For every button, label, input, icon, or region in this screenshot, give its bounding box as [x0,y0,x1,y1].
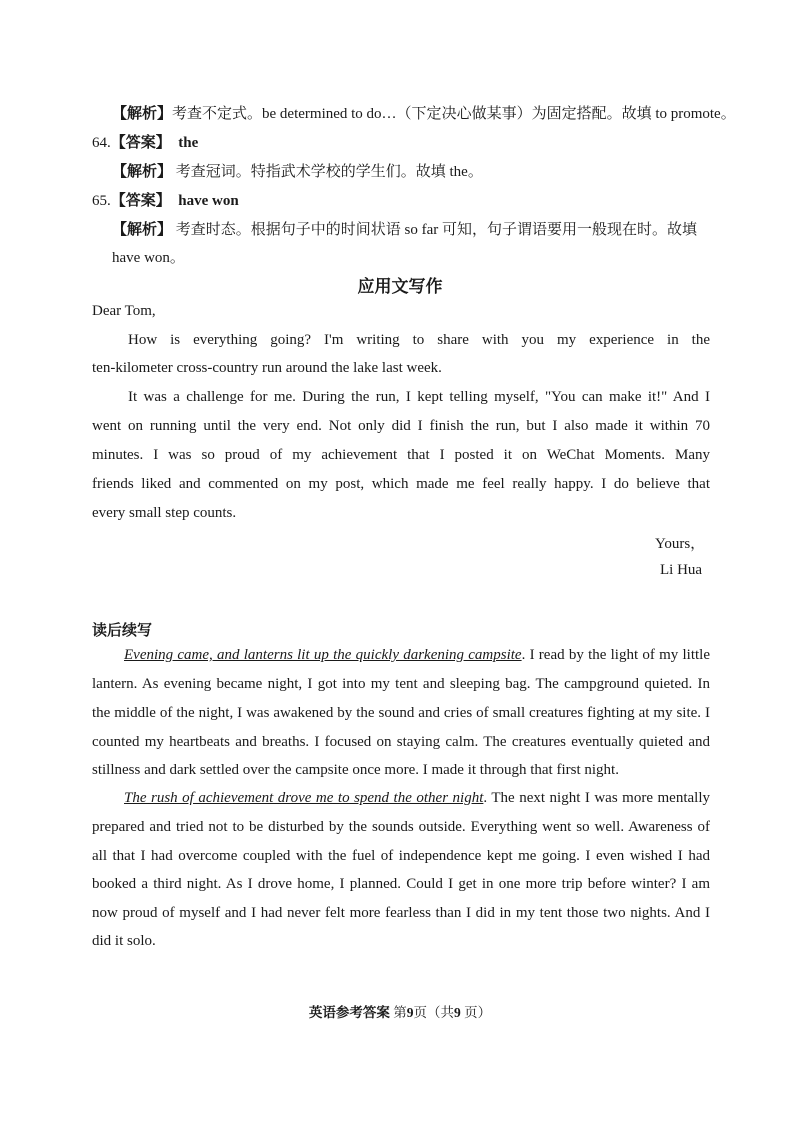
letter-line: ten-kilometer cross-country run around the lake last week. [92,360,442,376]
answer-bracket: 【答案】 [110,193,171,209]
footer-page-pre: 第 [393,1005,407,1020]
story-line: did it solo. [92,933,156,949]
analysis-text: 考查冠词。特指武术学校的学生们。故填 the。 [175,164,483,180]
analysis-line-65-cont: have won。 [112,250,185,266]
question-number: 64. [92,135,111,151]
footer-label: 英语参考答案 [308,1005,390,1020]
answer-bracket: 【答案】 [110,135,171,151]
answer-line-65 [92,189,239,210]
page-footer [0,1001,800,1021]
letter-closing: Yours， [655,536,706,552]
story-line: prepared and tried not to be disturbed by the sounds outside. Everything went so well. Awareness of [92,819,710,835]
letter-signature: Li Hua [660,562,703,578]
letter-line: It was a challenge for me. During the run, I kept telling myself, "You can make it!" And I [128,389,710,405]
story-lead-sentence: Evening came, and lanterns lit up the quickly darkening campsite [124,647,522,663]
story-line: counted my heartbeats and breaths. I focused on staying calm. The creatures eventually quieted and [92,734,710,750]
letter-greeting: Dear Tom, [92,303,156,319]
letter-line: How is everything going? I'm writing to share with you my experience in the [128,332,710,348]
story-line: booked a third night. As I drove home, I planned. Could I get in one more trip before winter? I am [92,876,710,892]
story-line: lantern. As evening became night, I got into my tent and sleeping bag. The campground quieted. In [92,676,710,692]
story-line: now proud of myself and I had never felt more fearless than I did in my tent those two nights. And I [92,905,710,921]
story-line [124,790,710,807]
answer-line-64 [92,131,198,152]
analysis-line-63 [112,102,736,123]
question-number: 65. [92,193,111,209]
analysis-bracket: 【解析】 [112,164,173,180]
answer-text: the [178,135,199,151]
letter-line: friends liked and commented on my post, which made me feel really happy. I do believe that [92,476,710,492]
footer-page-total: 9 [454,1005,461,1020]
footer-page-number: 9 [406,1005,414,1020]
analysis-text: 考查不定式。be determined to do…（下定决心做某事）为固定搭配。故填 to promote。 [172,106,736,122]
letter-line: minutes. I was so proud of my achievement that I posted it on WeChat Moments. Many [92,447,710,463]
footer-page-mid: 页（共 [413,1005,454,1020]
section-heading: 读后续写 [92,621,153,639]
story-line: stillness and dark settled over the campsite once more. I made it through that first night. [92,762,619,778]
letter-line: every small step counts. [92,505,237,521]
section-title: 应用文写作 [357,277,443,297]
analysis-line-64 [112,160,483,181]
story-line: the middle of the night, I was awakened by the sound and cries of small creatures fighting at my site. I [92,705,710,721]
letter-line: went on running until the very end. Not only did I finish the run, but I also made it within 70 [92,418,710,434]
story-line: all that I had overcome coupled with the fuel of independence kept me going. I even wished I had [92,848,710,864]
analysis-bracket: 【解析】 [112,106,173,122]
story-line-rest: . The next night I was more mentally [483,790,710,806]
analysis-text: 考查时态。根据句子中的时间状语 so far 可知，句子谓语要用一般现在时。故填 [175,222,698,238]
story-lead-sentence: The rush of achievement drove me to spend the other night [124,790,484,806]
answer-text: have won [178,193,239,209]
analysis-bracket: 【解析】 [112,222,173,238]
story-line-rest: . I read by the light of my little [521,647,710,663]
footer-page-post: 页） [464,1005,492,1020]
story-line [124,647,710,664]
analysis-line-65 [112,218,697,239]
